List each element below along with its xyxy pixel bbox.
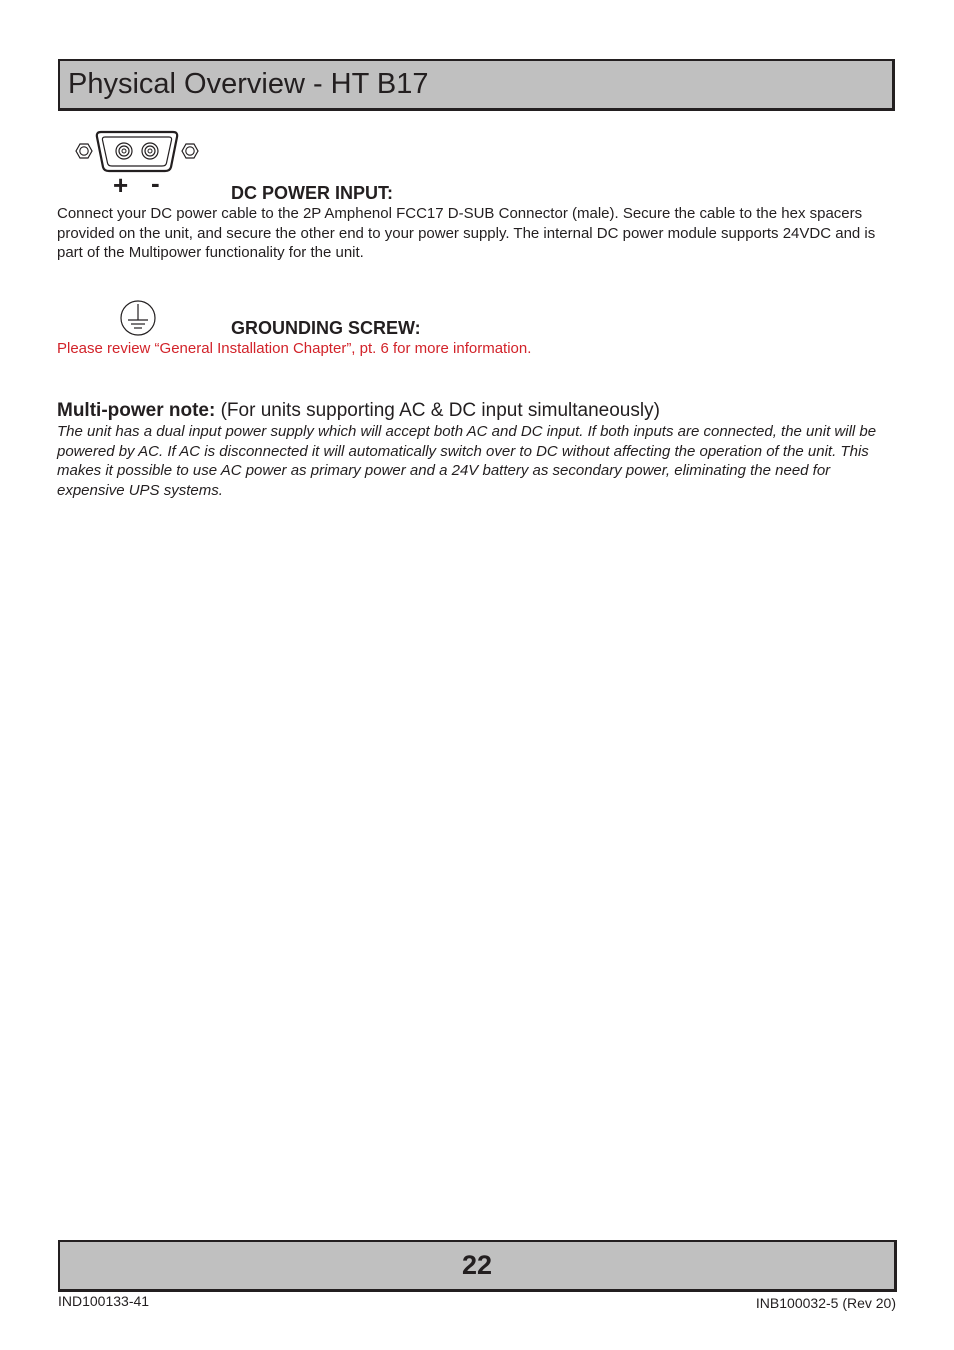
- multi-power-label: Multi-power note:: [57, 400, 216, 421]
- page-number: 22: [461, 1250, 493, 1280]
- multi-power-description: The unit has a dual input power supply which will accept both AC and DC input. If both inputs are connected, the unit will be powered by AC. If AC is disconnected it will automatically switch over to DC without affecting the operation of the unit. This makes it possible to use AC power as primary power and a 24V battery as secondary power, eliminating the need for expensive UPS systems.: [57, 423, 877, 499]
- plus-label: +: [113, 170, 129, 196]
- multi-power-subtitle: (For units supporting AC & DC input simultaneously): [215, 400, 660, 421]
- dc-power-description: Connect your DC power cable to the 2P Amphenol FCC17 D-SUB Connector (male). Secure the cable to the hex spacers provided on the unit, and secure the other end to your power supply. The internal DC power module supports 24VDC and is part of the Multipower functionality for the unit.: [57, 205, 876, 261]
- dc-power-heading: DC POWER INPUT:: [231, 183, 393, 203]
- header-bar: [58, 59, 895, 111]
- grounding-heading: GROUNDING SCREW:: [231, 318, 421, 338]
- ground-symbol-icon: [116, 298, 160, 338]
- dsub-2pin-connector-icon: [74, 126, 204, 196]
- minus-label: -: [151, 168, 160, 196]
- multi-power-heading: [57, 399, 660, 423]
- footer-revision-code: INB100032-5 (Rev 20): [755, 1295, 896, 1311]
- page-title: Physical Overview - HT B17: [68, 68, 429, 100]
- footer-document-code: IND100133-41: [58, 1293, 150, 1309]
- grounding-reference-text: Please review “General Installation Chapter”, pt. 6 for more information.: [57, 340, 532, 357]
- footer-bar: [58, 1240, 897, 1292]
